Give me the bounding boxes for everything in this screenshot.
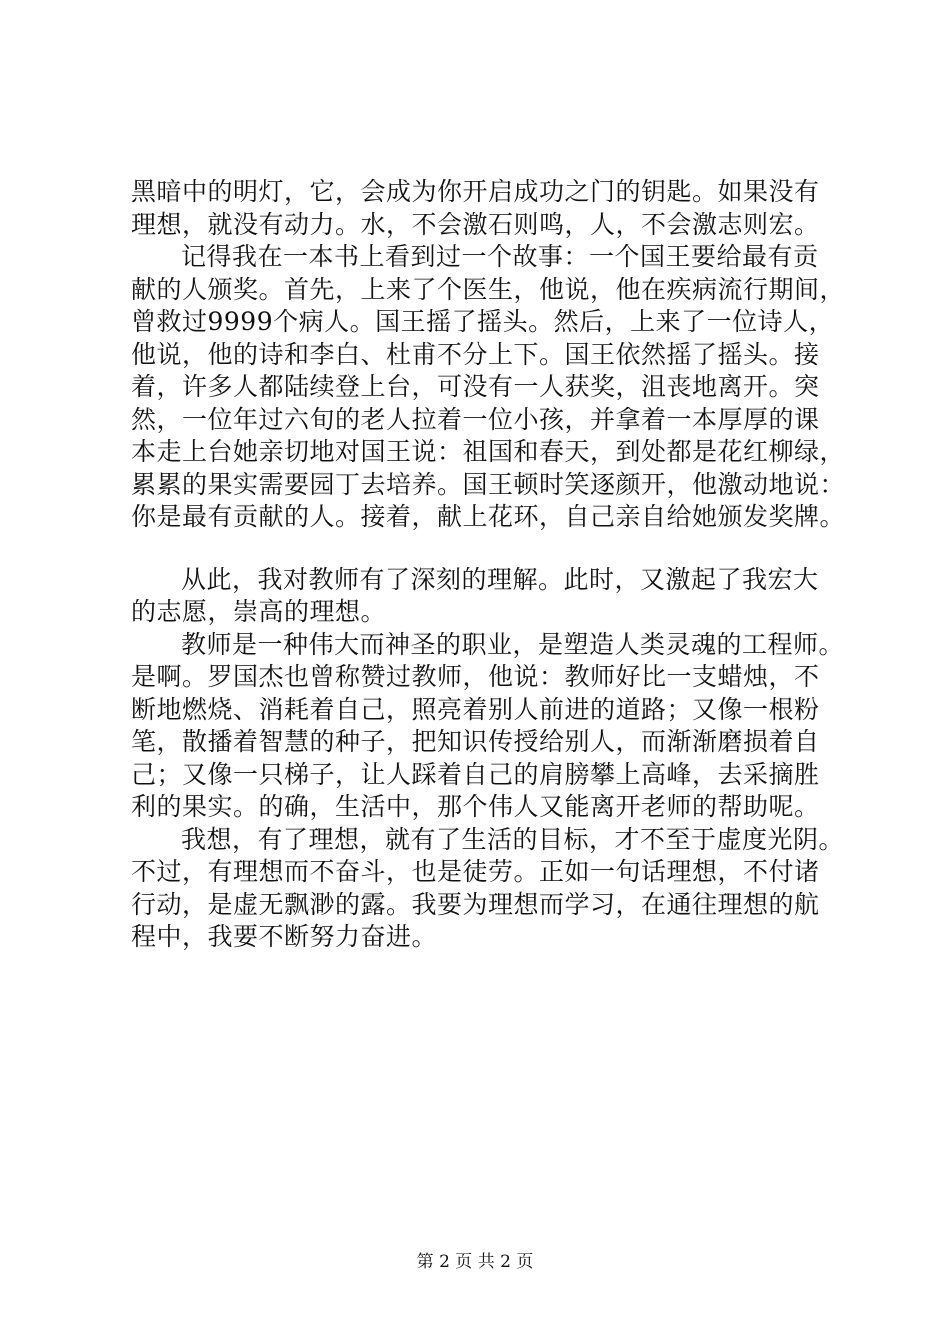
document-body [131,176,855,954]
paragraph [131,824,855,954]
text-line: 教师是一种伟大而神圣的职业，是塑造人类灵魂的工程师。 [181,629,845,659]
paragraph [131,629,855,824]
text-line: 着，许多人都陆续登上台，可没有一人获奖，沮丧地离开。突 [131,372,820,401]
text-line: 你是最有贡献的人。接着，献上花环，自己亲自给她颁发奖牌。 [131,502,846,531]
paragraph-spacer [131,534,855,564]
text-line: 我想，有了理想，就有了生活的目标，才不至于虚度光阴。 [181,824,845,854]
text-line: 笔，散播着智慧的种子，把知识传授给别人，而渐渐磨损着自 [131,727,820,756]
text-line: 是啊。罗国杰也曾称赞过教师，他说：教师好比一支蜡烛，不 [131,662,820,691]
page-footer [0,1247,950,1272]
text-line: 然，一位年过六旬的老人拉着一位小孩，并拿着一本厚厚的课 [131,404,820,434]
text-line: 程中，我要不断努力奋进。 [131,922,438,951]
text-line: 己；又像一只梯子，让人踩着自己的肩膀攀上高峰，去采摘胜 [131,759,820,789]
text-line: 记得我在一本书上看到过一个故事：一个国王要给最有贡 [181,242,819,271]
text-line: 理想，就没有动力。水，不会激石则鸣，人，不会激志则宏。 [131,209,820,239]
paragraph [131,241,855,534]
text-line: 行动，是虚无飘渺的露。我要为理想而学习，在通往理想的航 [131,889,820,919]
page-number-label: 第 2 页 共 2 页 [416,1252,534,1272]
text-line: 不过，有理想而不奋斗，也是徒劳。正如一句话理想，不付诸 [131,857,820,886]
paragraph [131,176,855,241]
text-line: 断地燃烧、消耗着自己，照亮着别人前进的道路；又像一根粉 [131,694,820,724]
text-line: 的志愿，崇高的理想。 [131,597,387,626]
text-line: 利的果实。的确，生活中，那个伟人又能离开老师的帮助呢。 [131,792,820,821]
text-line: 黑暗中的明灯，它，会成为你开启成功之门的钥匙。如果没有 [131,177,820,206]
text-line: 从此，我对教师有了深刻的理解。此时，又激起了我宏大 [181,564,819,594]
text-line: 曾救过9999个病人。国王摇了摇头。然后，上来了一位诗人， [131,307,835,336]
text-line: 他说，他的诗和李白、杜甫不分上下。国王依然摇了摇头。接 [131,339,820,369]
text-line: 累累的果实需要园丁去培养。国王顿时笑逐颜开，他激动地说： [131,469,846,499]
text-line: 献的人颁奖。首先，上来了个医生，他说，他在疾病流行期间， [131,274,846,304]
paragraph [131,564,855,629]
text-line: 本走上台她亲切地对国王说：祖国和春天，到处都是花红柳绿， [131,437,846,466]
